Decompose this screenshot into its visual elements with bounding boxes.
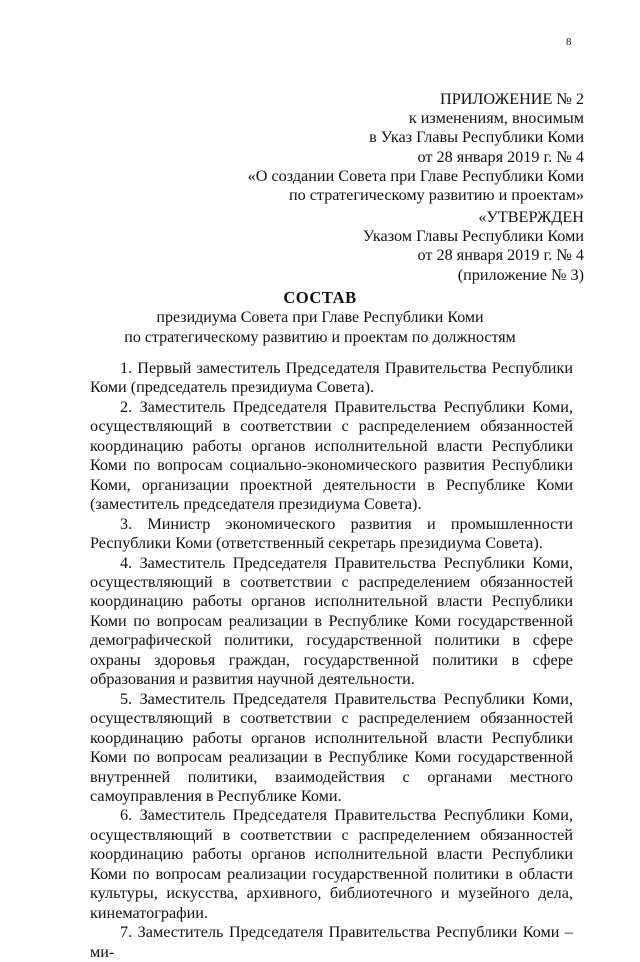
appendix-line: по стратегическому развитию и проектам» [288,186,584,205]
appendix-line: в Указ Главы Республики Коми [369,128,584,147]
appendix-line: к изменениям, вносимым [408,109,584,128]
page-number: 8 [566,36,572,48]
document-title [0,288,640,347]
approved-line: от 28 января 2019 г. № 4 [417,246,584,265]
list-item: 1. Первый заместитель Председателя Правительства Республики Коми (председатель президиума Совета). [90,359,573,397]
title-subtitle: президиума Совета при Главе Республики Коми [156,309,484,326]
composition-list [90,359,573,962]
approved-line: (приложение № 3) [457,265,584,284]
list-item: 2. Заместитель Председателя Правительства Республики Коми, осуществляющий в соответствии с распределением обязанностей координацию работы органов исполнительной власти Республики Коми по вопросам социально-экономического развития Республики Коми, организации проектной деятельности в Республике Коми (заместитель председателя президиума Совета). [90,397,573,514]
appendix-line: «О создании Совета при Главе Республики Коми [247,166,584,185]
appendix-title: ПРИЛОЖЕНИЕ № 2 [440,90,584,108]
appendix-header [248,90,584,205]
title-subtitle: по стратегическому развитию и проектам по должностям [124,328,516,346]
title-main: СОСТАВ [283,288,357,307]
approved-line: Указом Главы Республики Коми [362,227,584,246]
approved-stamp [363,208,584,285]
appendix-line: от 28 января 2019 г. № 4 [417,147,584,166]
list-item: 7. Заместитель Председателя Правительства Республики Коми – ми- [90,923,573,961]
list-item: 3. Министр экономического развития и промышленности Республики Коми (ответственный секретарь президиума Совета). [90,514,573,553]
list-item: 4. Заместитель Председателя Правительства Республики Коми, осуществляющий в соответствии с распределением обязанностей координацию работы органов исполнительной власти Республики Коми по вопросам реализации в Республике Коми государственной демографической политики, государственной политики в сфере охраны здоровья граждан, государственной политики в сфере образования и развития научной деятельности. [90,553,573,689]
list-item: 6. Заместитель Председателя Правительства Республики Коми, осуществляющий в соответствии с распределением обязанностей координацию работы органов исполнительной власти Республики Коми по вопросам реализации государственной политики в области культуры, искусства, архивного, библиотечного и музейного дела, кинематографии. [90,806,573,922]
approved-title: «УТВЕРЖДЕН [478,208,584,226]
list-item: 5. Заместитель Председателя Правительства Республики Коми, осуществляющий в соответствии с распределением обязанностей координацию работы органов исполнительной власти Республики Коми по вопросам реализации в Республике Коми государственной внутренней политики, взаимодействия с органами местного самоуправления в Республике Коми. [90,689,573,805]
